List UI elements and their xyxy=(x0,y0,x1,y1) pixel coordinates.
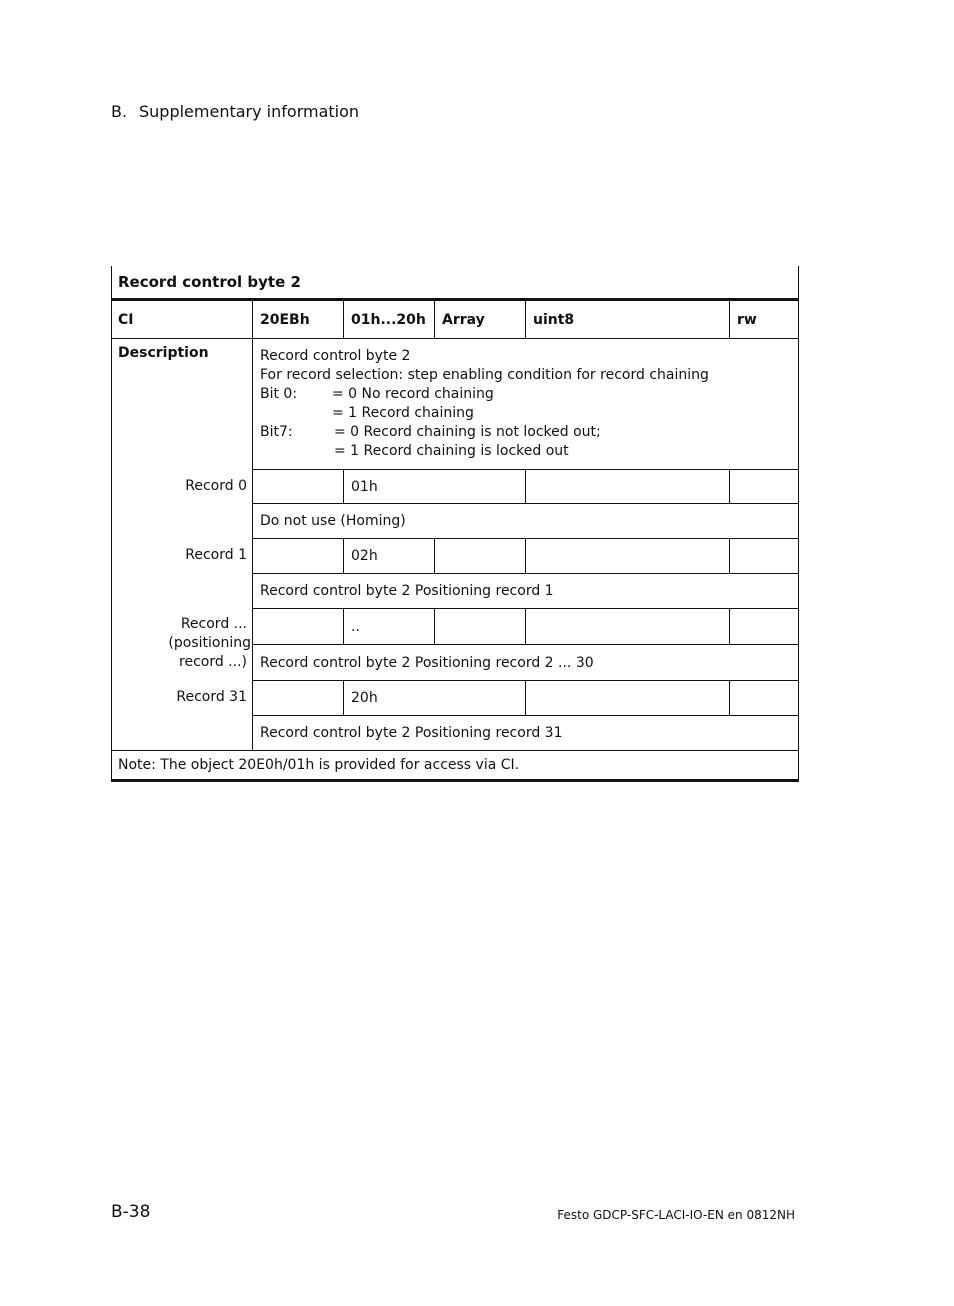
indent-spacer xyxy=(260,442,334,461)
bit0-value: = 0 No record chaining xyxy=(332,386,494,402)
section-title: Supplementary information xyxy=(139,102,360,121)
record-text: Record control byte 2 Positioning record 2 ... 30 xyxy=(260,654,594,671)
object-table xyxy=(111,266,799,782)
col-divider xyxy=(729,608,730,644)
col-divider xyxy=(434,538,435,573)
record-subindex: 01h xyxy=(351,478,378,495)
col-divider xyxy=(729,680,730,715)
section-letter: B. xyxy=(111,102,128,121)
description-label: Description xyxy=(118,345,209,361)
bit7-value: = 1 Record chaining is locked out xyxy=(334,443,569,459)
section-header xyxy=(111,102,359,121)
header-cell-rights: rw xyxy=(737,311,757,328)
indent-spacer xyxy=(260,404,332,423)
table-note: Note: The object 20E0h/01h is provided for access via CI. xyxy=(118,757,520,773)
record-subindex: 02h xyxy=(351,548,378,564)
bit0-key: Bit 0: xyxy=(260,386,298,402)
header-cell-type: uint8 xyxy=(533,311,575,328)
record-label: Record 0 xyxy=(185,478,247,494)
col-divider xyxy=(525,608,526,644)
description-line: For record selection: step enabling condition for record chaining xyxy=(260,367,709,383)
page-number: B-38 xyxy=(111,1202,151,1222)
header-row-rule xyxy=(111,338,799,339)
col-divider xyxy=(729,538,730,573)
record-label-line: record ...) xyxy=(179,654,247,670)
table-bottom-rule xyxy=(111,779,799,782)
record-subindex: 20h xyxy=(351,690,378,706)
header-cell-access: CI xyxy=(118,311,134,328)
header-cell-subindex: 01h...20h xyxy=(351,311,426,328)
col-divider xyxy=(525,680,526,715)
record-label-line: Record ... xyxy=(180,616,247,632)
record-label-line: (positioning xyxy=(168,635,251,651)
record-label: Record 1 xyxy=(185,547,247,563)
col-divider xyxy=(434,608,435,644)
record-text: Do not use (Homing) xyxy=(260,513,406,529)
bit7-key: Bit7: xyxy=(260,424,293,440)
header-cell-class: Array xyxy=(442,311,485,328)
description-text xyxy=(260,347,790,461)
record-label xyxy=(111,615,251,672)
record-subindex: .. xyxy=(351,618,360,635)
col-divider xyxy=(525,469,526,503)
record-text: Record control byte 2 Positioning record 1 xyxy=(260,583,554,599)
document-id: Festo GDCP-SFC-LACI-IO-EN en 0812NH xyxy=(557,1208,795,1222)
bit0-value: = 1 Record chaining xyxy=(332,405,474,421)
record-text: Record control byte 2 Positioning record 31 xyxy=(260,725,563,741)
col-divider xyxy=(729,469,730,503)
col-divider xyxy=(525,538,526,573)
header-cell-index: 20EBh xyxy=(260,311,310,328)
record-label: Record 31 xyxy=(176,689,247,705)
table-title: Record control byte 2 xyxy=(118,273,301,291)
bit7-value: = 0 Record chaining is not locked out; xyxy=(334,424,601,440)
table-right-border xyxy=(798,266,799,782)
description-line: Record control byte 2 xyxy=(260,348,411,364)
